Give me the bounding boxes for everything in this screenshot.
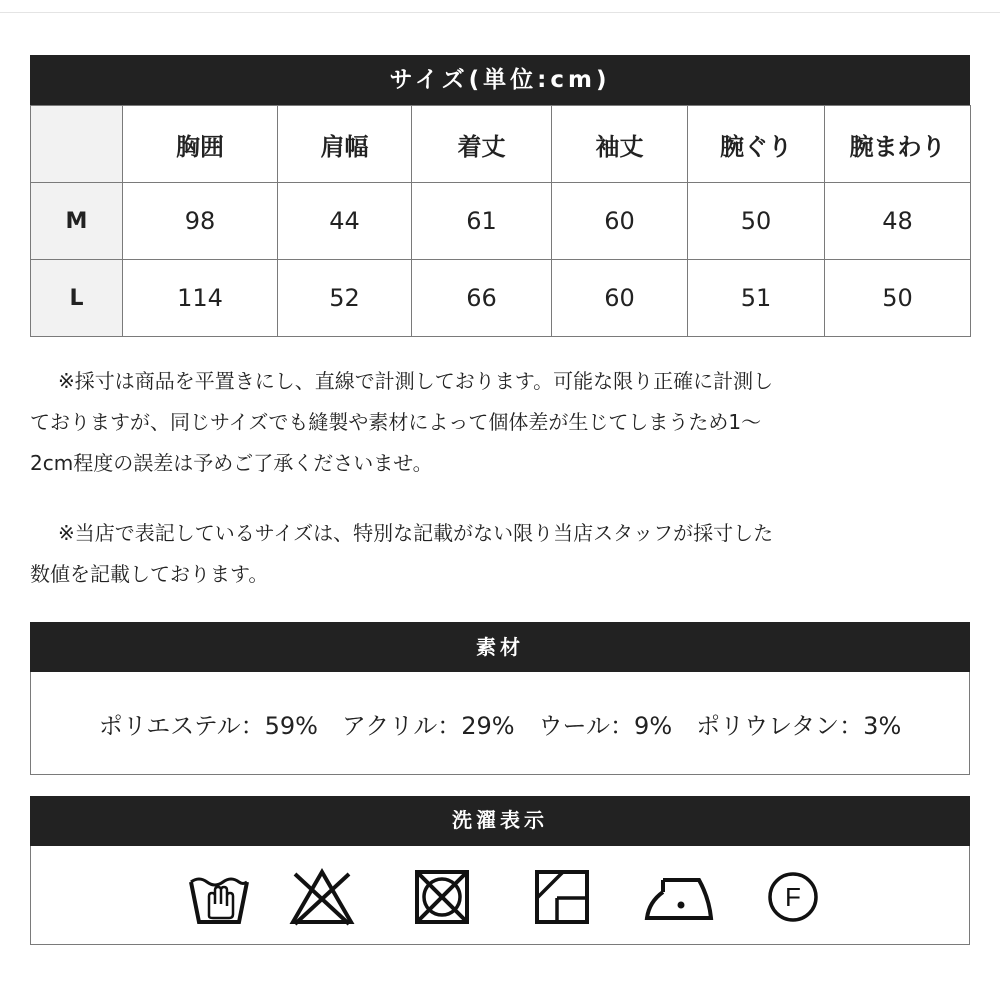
- material-composition: [30, 672, 970, 775]
- size-label-m: M: [31, 183, 123, 260]
- table-row: [31, 260, 971, 337]
- table-cell: 60: [552, 183, 688, 260]
- size-section-title: サイズ(単位:cm): [30, 55, 970, 105]
- top-divider: [0, 12, 1000, 13]
- table-cell: 61: [412, 183, 552, 260]
- header-sleeve: 袖丈: [552, 106, 688, 183]
- table-cell: 114: [123, 260, 278, 337]
- note-line: ※採寸は商品を平置きにし、直線で計測しております。可能な限り正確に計測し: [58, 369, 774, 393]
- header-length: 着丈: [412, 106, 552, 183]
- header-shoulder: 肩幅: [278, 106, 412, 183]
- note-line: ておりますが、同じサイズでも縫製や素材によって個体差が生じてしまうため1～: [30, 410, 762, 434]
- table-cell: 52: [278, 260, 412, 337]
- table-cell: 51: [688, 260, 825, 337]
- size-label-l: L: [31, 260, 123, 337]
- table-cell: 44: [278, 183, 412, 260]
- size-table-header-row: [31, 106, 971, 183]
- note-line: 数値を記載しております。: [30, 562, 269, 586]
- table-cell: 48: [825, 183, 971, 260]
- measurement-note: [30, 361, 970, 484]
- line-dry-in-shade-icon: [533, 868, 591, 926]
- header-arm-circumference: 腕まわり: [825, 106, 971, 183]
- hand-wash-icon: [187, 868, 251, 926]
- material-section-title: 素材: [30, 622, 970, 672]
- note-line: ※当店で表記しているサイズは、特別な記載がない限り当店スタッフが採寸した: [58, 521, 774, 545]
- no-bleach-icon: [289, 868, 355, 926]
- table-cell: 50: [688, 183, 825, 260]
- dry-clean-f-icon: [765, 868, 821, 926]
- care-section-title: 洗濯表示: [30, 796, 970, 846]
- table-corner-cell: [31, 106, 123, 183]
- table-cell: 50: [825, 260, 971, 337]
- care-symbols: [30, 846, 970, 945]
- table-cell: 60: [552, 260, 688, 337]
- table-cell: 66: [412, 260, 552, 337]
- table-row: [31, 183, 971, 260]
- size-table: [30, 105, 971, 337]
- material-composition-text: ポリエステル：59% アクリル：29% ウール：9% ポリウレタン：3%: [98, 711, 902, 740]
- header-armhole: 腕ぐり: [688, 106, 825, 183]
- size-notation-note: [30, 513, 970, 595]
- header-chest: 胸囲: [123, 106, 278, 183]
- table-cell: 98: [123, 183, 278, 260]
- no-tumble-dry-icon: [413, 868, 471, 926]
- note-line: 2cm程度の誤差は予めご了承くださいませ。: [30, 451, 433, 475]
- dry-clean-letter: F: [785, 882, 801, 912]
- iron-low-icon: [643, 868, 715, 926]
